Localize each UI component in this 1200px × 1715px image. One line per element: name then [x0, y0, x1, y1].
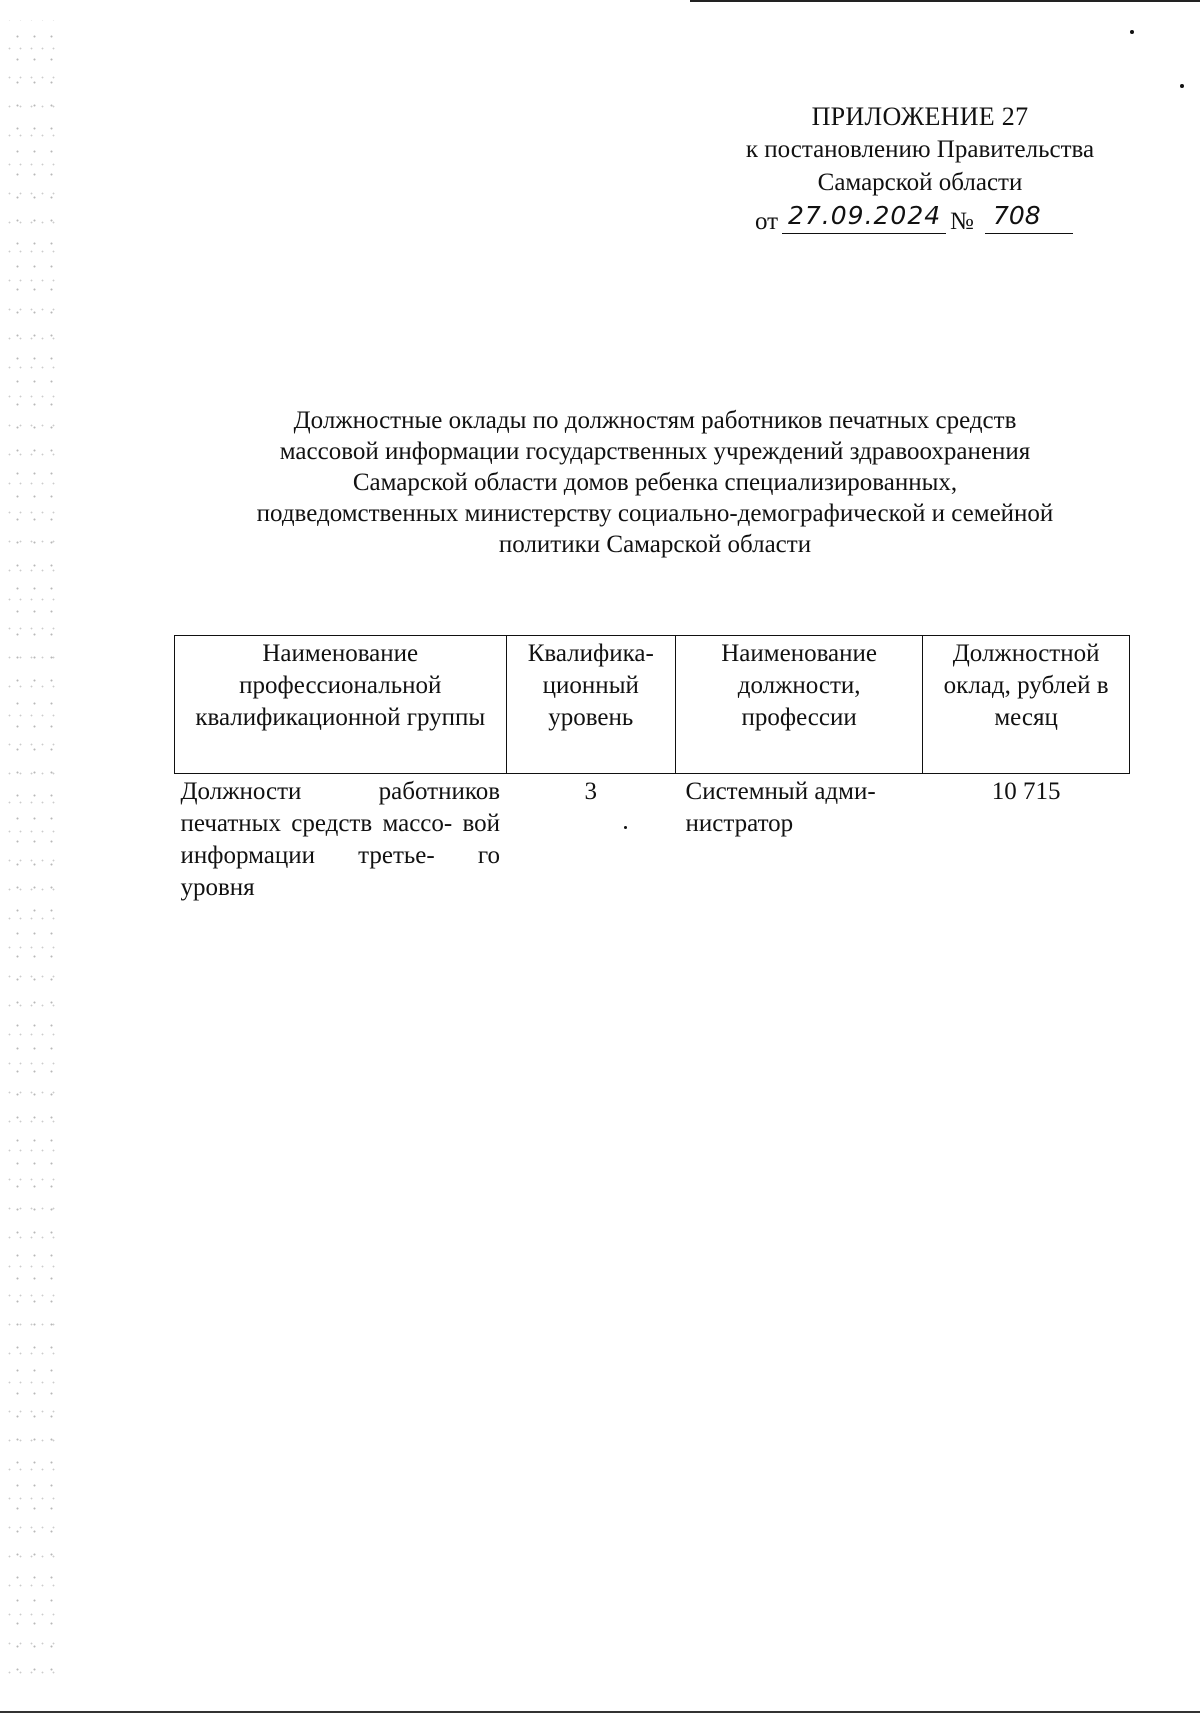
header-group-name: Наименование профессиональной квалификационной группы — [175, 636, 507, 774]
cell-salary: 10 715 — [991, 778, 1061, 805]
header-salary: Должностной оклад, рублей в месяц — [923, 636, 1130, 774]
date-prefix: от — [755, 208, 779, 235]
number-label: № — [950, 208, 974, 235]
handwritten-number: 708 — [985, 199, 1073, 234]
resolution-reference: к постановлению Правительства — [745, 136, 1095, 163]
region-name: Самарской области — [817, 169, 1023, 196]
title-line: Должностные оклады по должностям работников печатных средств — [293, 407, 1017, 434]
scan-noise — [6, 20, 62, 1690]
scan-dot — [1130, 30, 1134, 34]
appendix-header — [680, 100, 1160, 241]
table-row — [175, 774, 1130, 905]
cell-group-name: Должности работников печатных средств массо- вой информации третье- го уровня — [180, 778, 501, 901]
table-header-row — [175, 636, 1130, 774]
appendix-title: ПРИЛОЖЕНИЕ 27 — [811, 102, 1029, 131]
title-line: массовой информации государственных учреждений здравоохранения — [279, 438, 1031, 465]
date-number-line — [680, 201, 1160, 241]
cell-position-name: Системный адми- нистратор — [685, 778, 876, 837]
title-line: политики Самарской области — [498, 531, 812, 558]
handwritten-date: 27.09.2024 — [782, 199, 946, 234]
scan-dot — [1180, 84, 1184, 88]
header-qualification-level: Квалифика- ционный уровень — [506, 636, 676, 774]
scan-edge-top — [690, 0, 1200, 2]
cell-qualification-level: 3 — [584, 778, 598, 805]
scan-edge-bottom — [0, 1711, 1200, 1713]
document-title — [180, 405, 1130, 560]
title-line: подведомственных министерству социально-демографической и семейной — [256, 500, 1054, 527]
header-position-name: Наименование должности, профессии — [676, 636, 923, 774]
title-line: Самарской области домов ребенка специализированных, — [352, 469, 958, 496]
salary-table — [174, 635, 1130, 904]
